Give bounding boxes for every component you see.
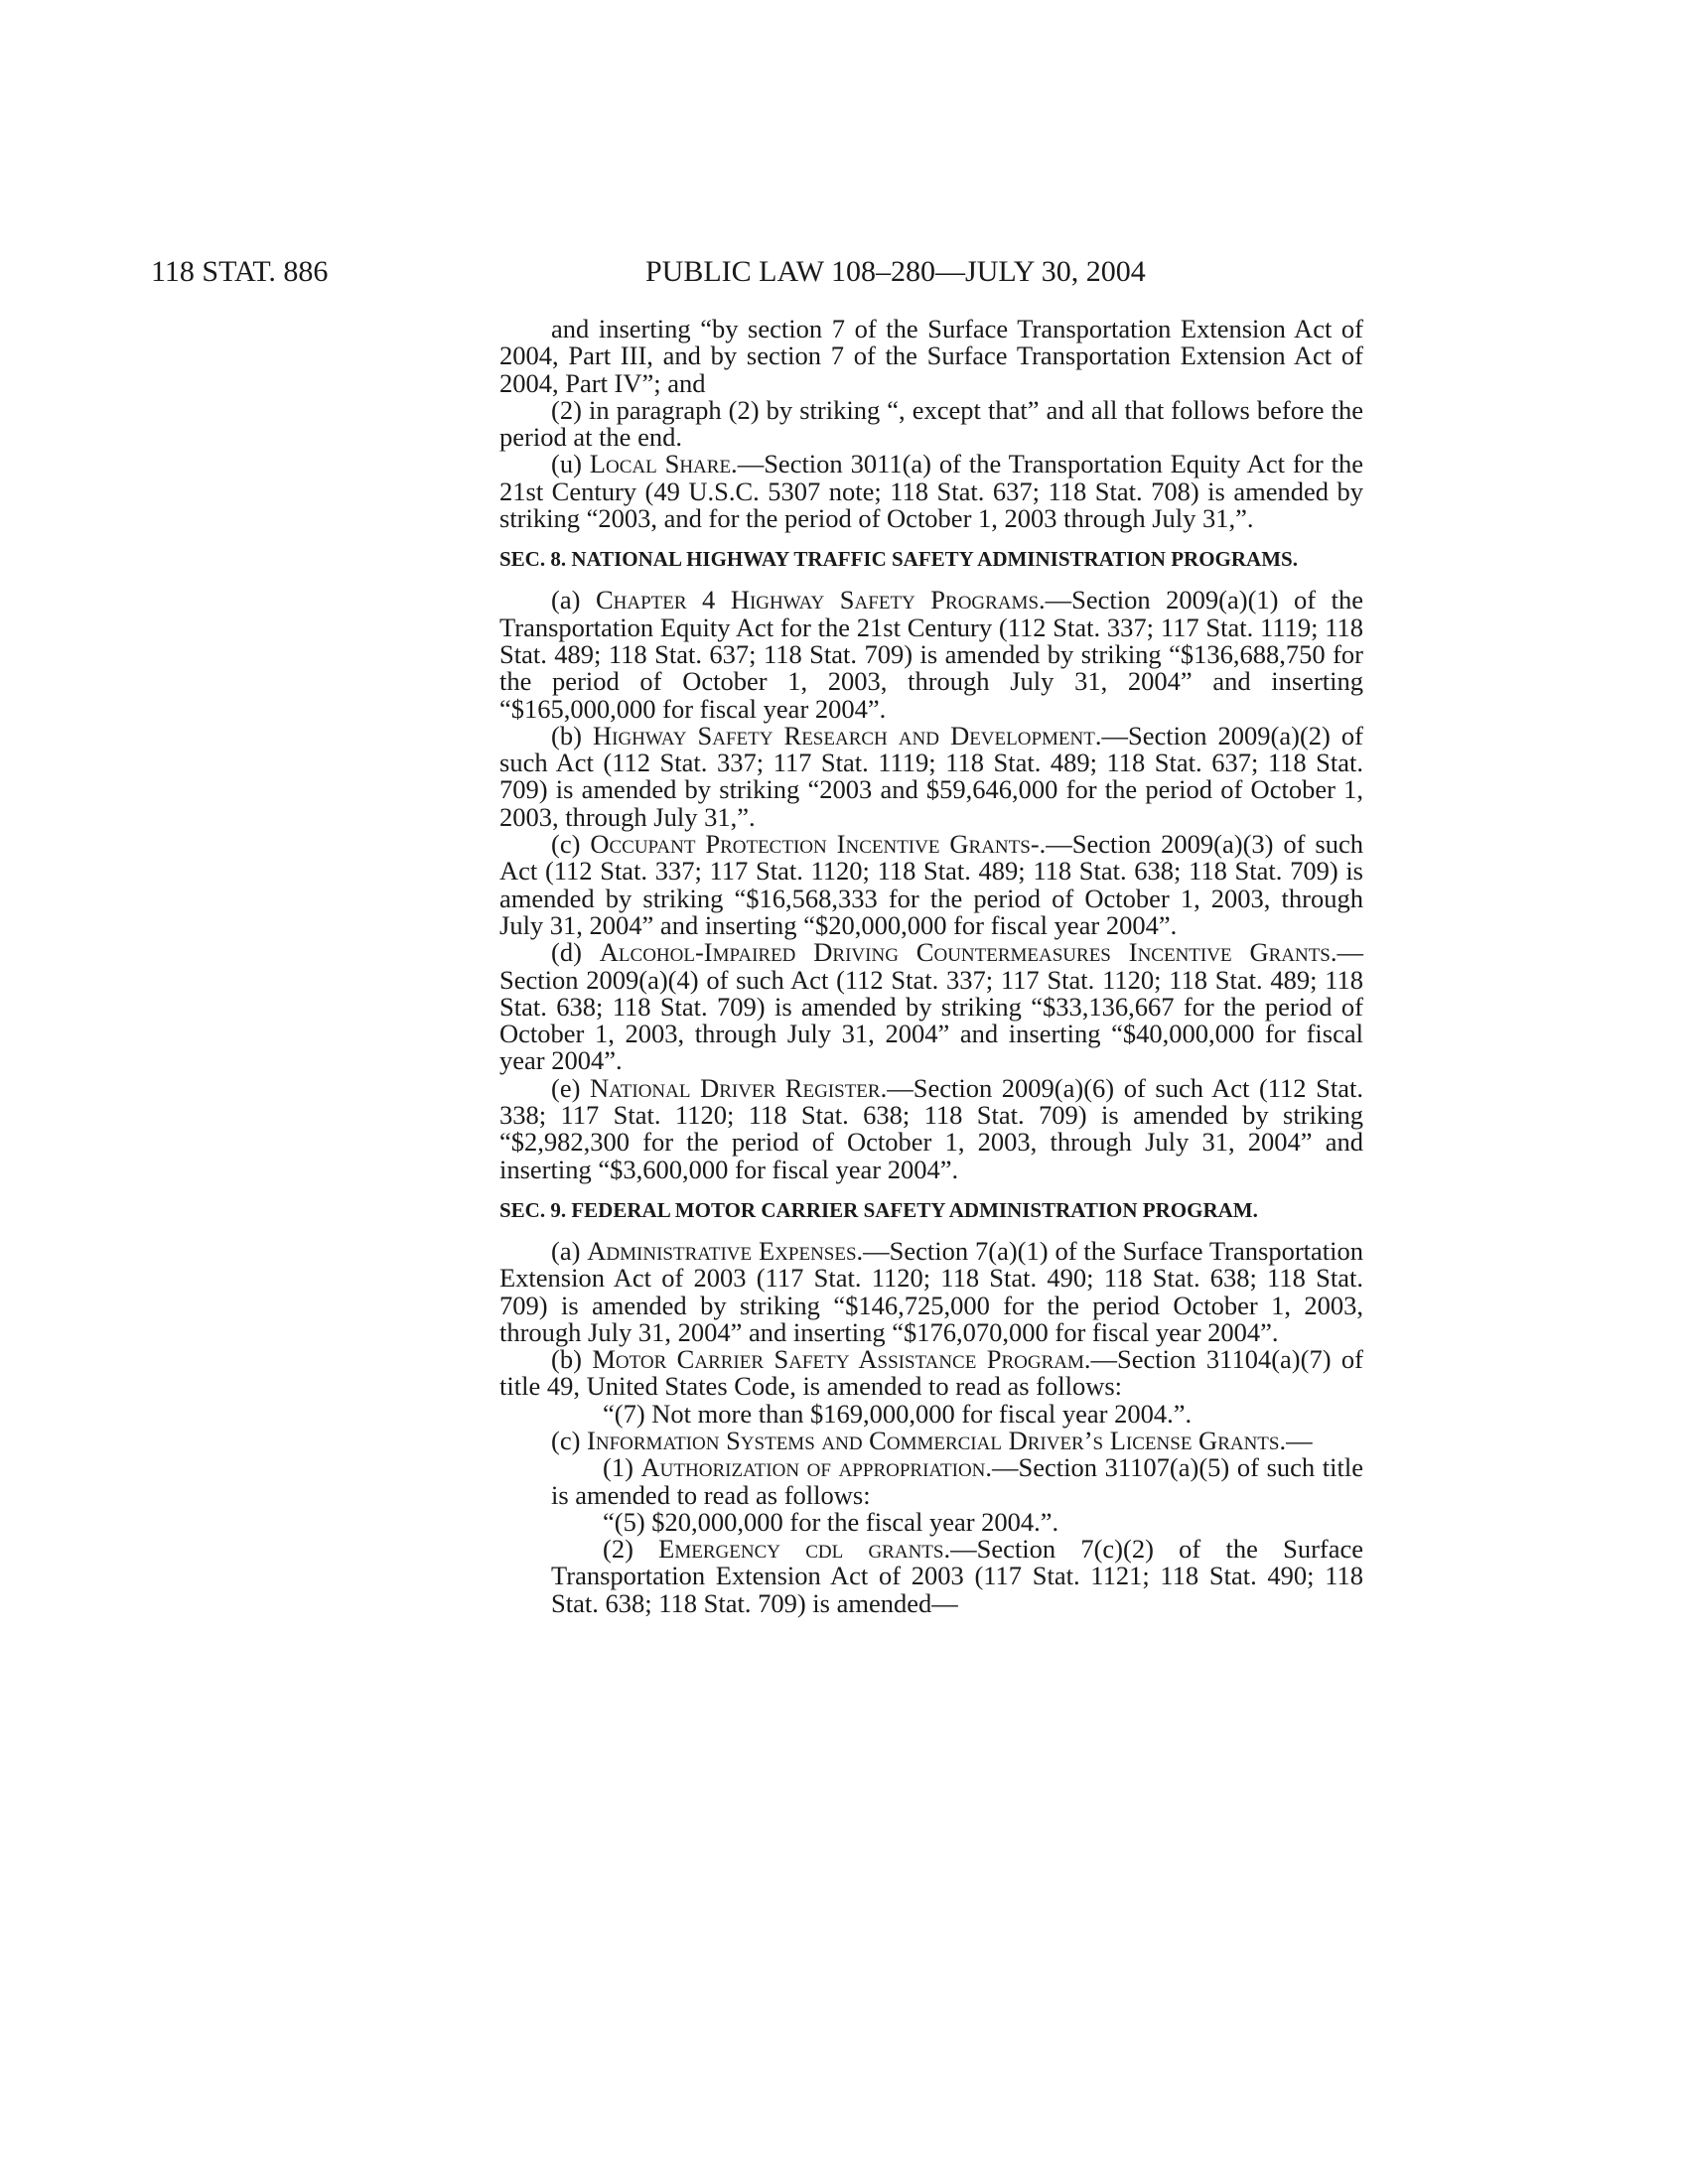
subsection-heading: National Driver Register. [590, 1072, 888, 1103]
subsection-heading: Alcohol-Impaired Driving Countermeasures Incentive Grants. [599, 937, 1337, 968]
paragraph-heading: Authorization of appropriation. [640, 1452, 993, 1483]
paragraph-heading: Emergency cdl grants. [658, 1534, 951, 1565]
subsection-8c: (c) Occupant Protection Incentive Grants-.—Section 2009(a)(3) of such Act (112 Stat. 337; 117 Stat. 1120; 118 Stat. 489; 118 Stat. 638; 118 Stat. 709) is amended by striking “$16,568,333 for the period of October 1, 2003, through July 31, 2004” and inserting “$20,000,000 for fiscal year 2004”. [499, 829, 1363, 940]
subsection-8a: (a) Chapter 4 Highway Safety Programs.—Section 2009(a)(1) of the Transportation Equity Act for the 21st Century (112 Stat. 337; 117 Stat. 1119; 118 Stat. 489; 118 Stat. 637; 118 Stat. 709) is amended by striking “$136,688,750 for the period of October 1, 2003, through July 31, 2004” and inserting “$165,000,000 for fiscal year 2004”. [499, 585, 1363, 724]
paragraph-item-2: (2) in paragraph (2) by striking “, except that” and all that follows before the period at the end. [499, 394, 1363, 453]
subsection-8e: (e) National Driver Register.—Section 2009(a)(6) of such Act (112 Stat. 338; 117 Stat. 1120; 118 Stat. 638; 118 Stat. 709) is amended by striking “$2,982,300 for the period of October 1, 2003, through July 31, 2004” and inserting “$3,600,000 for fiscal year 2004”. [499, 1072, 1363, 1184]
subsection-9b: (b) Motor Carrier Safety Assistance Program.—Section 31104(a)(7) of title 49, United States Code, is amended to read as follows: [499, 1344, 1364, 1402]
subsection-heading: Local Share. [589, 449, 738, 479]
section-9-heading: SEC. 9. FEDERAL MOTOR CARRIER SAFETY ADMINISTRATION PROGRAM. [499, 1197, 1258, 1222]
running-head [0, 252, 1688, 292]
subsection-8d: (d) Alcohol-Impaired Driving Countermeasures Incentive Grants.—Section 2009(a)(4) of such Act (112 Stat. 337; 117 Stat. 1120; 118 Stat. 489; 118 Stat. 638; 118 Stat. 709) is amended by striking “$33,136,667 for the period of October 1, 2003, through July 31, 2004” and inserting “$40,000,000 for fiscal year 2004”. [499, 937, 1363, 1076]
section-8-heading: SEC. 8. NATIONAL HIGHWAY TRAFFIC SAFETY ADMINISTRATION PROGRAMS. [499, 547, 1298, 572]
subsection-heading: Motor Carrier Safety Assistance Program. [592, 1344, 1091, 1375]
paragraph-continuation: and inserting “by section 7 of the Surface Transportation Extension Act of 2004, Part III, and by section 7 of the Surface Transportation Extension Act of 2004, Part IV”; and [499, 314, 1363, 398]
subsection-u: (u) Local Share.—Section 3011(a) of the Transportation Equity Act for the 21st Century (49 U.S.C. 5307 note; 118 Stat. 637; 118 Stat. 708) is amended by striking “2003, and for the period of October 1, 2003 through July 31,”. [499, 449, 1364, 534]
subsection-heading: Chapter 4 Highway Safety Programs. [595, 585, 1046, 615]
body-text [499, 316, 1363, 1617]
subsection-8b: (b) Highway Safety Research and Development.—Section 2009(a)(2) of such Act (112 Stat. 337; 117 Stat. 1119; 118 Stat. 489; 118 Stat. 637; 118 Stat. 709) is amended by striking “2003 and $59,646,000 for the period of October 1, 2003, through July 31,”. [499, 720, 1363, 832]
subsection-9c: (c) Information Systems and Commercial Driver’s License Grants.— [551, 1425, 1313, 1455]
subsection-9a: (a) Administrative Expenses.—Section 7(a)(1) of the Surface Transportation Extension Act of 2003 (117 Stat. 1120; 118 Stat. 490; 118 Stat. 638; 118 Stat. 709) is amended by striking “$146,725,000 for the period October 1, 2003, through July 31, 2004” and inserting “$176,070,000 for fiscal year 2004”. [499, 1235, 1363, 1347]
subsection-heading: Occupant Protection Incentive Grants-. [590, 829, 1047, 860]
quoted-text-9b: “(7) Not more than $169,000,000 for fiscal year 2004.”. [603, 1398, 1193, 1429]
subsection-heading: Information Systems and Commercial Driver’s License Grants. [587, 1425, 1287, 1455]
subsection-heading: Highway Safety Research and Development. [592, 720, 1102, 751]
paragraph-9c1: (1) Authorization of appropriation.—Section 31107(a)(5) of such title is amended to read as follows: [551, 1452, 1363, 1510]
law-title: PUBLIC LAW 108–280—JULY 30, 2004 [645, 255, 1146, 288]
subsection-heading: Administrative Expenses. [587, 1235, 864, 1266]
paragraph-9c2: (2) Emergency cdl grants.—Section 7(c)(2) of the Surface Transportation Extension Act of 2003 (117 Stat. 1121; 118 Stat. 490; 118 Stat. 638; 118 Stat. 709) is amended— [551, 1534, 1364, 1618]
stat-reference: 118 STAT. 886 [151, 255, 329, 288]
quoted-text-9c1: “(5) $20,000,000 for the fiscal year 2004.”. [603, 1506, 1059, 1537]
